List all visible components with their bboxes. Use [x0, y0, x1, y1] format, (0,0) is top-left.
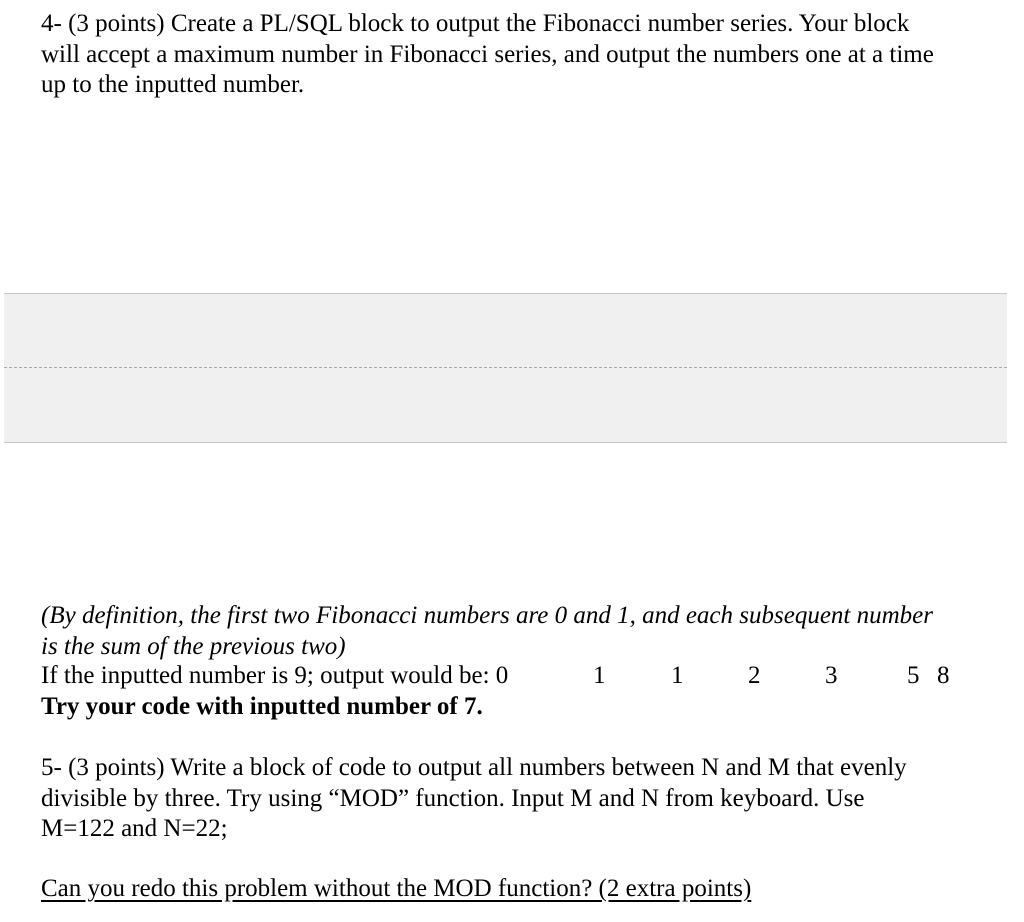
image-placeholder-band: [4, 293, 1007, 443]
extra-credit-question: Can you redo this problem without the MOD function? (2 extra points): [41, 875, 752, 902]
question-5-text: [41, 753, 907, 845]
question-4-line: 4- (3 points) Create a PL/SQL block to output the Fibonacci number series. Your block: [41, 10, 910, 37]
question-4-text: [41, 9, 934, 101]
dashed-divider: [4, 367, 1007, 368]
fibonacci-definition: [41, 601, 933, 662]
example-prefix: If the inputted number is 9; output would be: 0: [41, 662, 509, 689]
sequence-value: 1: [593, 662, 606, 689]
definition-line: (By definition, the first two Fibonacci numbers are 0 and 1, and each subsequent number: [41, 602, 934, 629]
question-5-line: divisible by three. Try using “MOD” function. Input M and N from keyboard. Use: [41, 784, 865, 812]
question-4-line: will accept a maximum number in Fibonacci series, and output the numbers one at a time: [41, 40, 934, 68]
question-5-line: M=122 and N=22;: [41, 815, 228, 842]
sequence-value: 8: [937, 662, 950, 689]
definition-line: is the sum of the previous two): [41, 632, 346, 660]
question-5-line: 5- (3 points) Write a block of code to output all numbers between N and M that evenly: [41, 754, 907, 781]
sequence-value: 3: [825, 662, 838, 689]
sequence-value: 1: [671, 662, 684, 689]
question-4-line: up to the inputted number.: [41, 71, 305, 98]
sequence-value: 5: [907, 662, 920, 689]
sequence-value: 2: [748, 662, 761, 689]
example-output: [41, 661, 1001, 692]
try-instruction: Try your code with inputted number of 7.: [41, 693, 483, 720]
